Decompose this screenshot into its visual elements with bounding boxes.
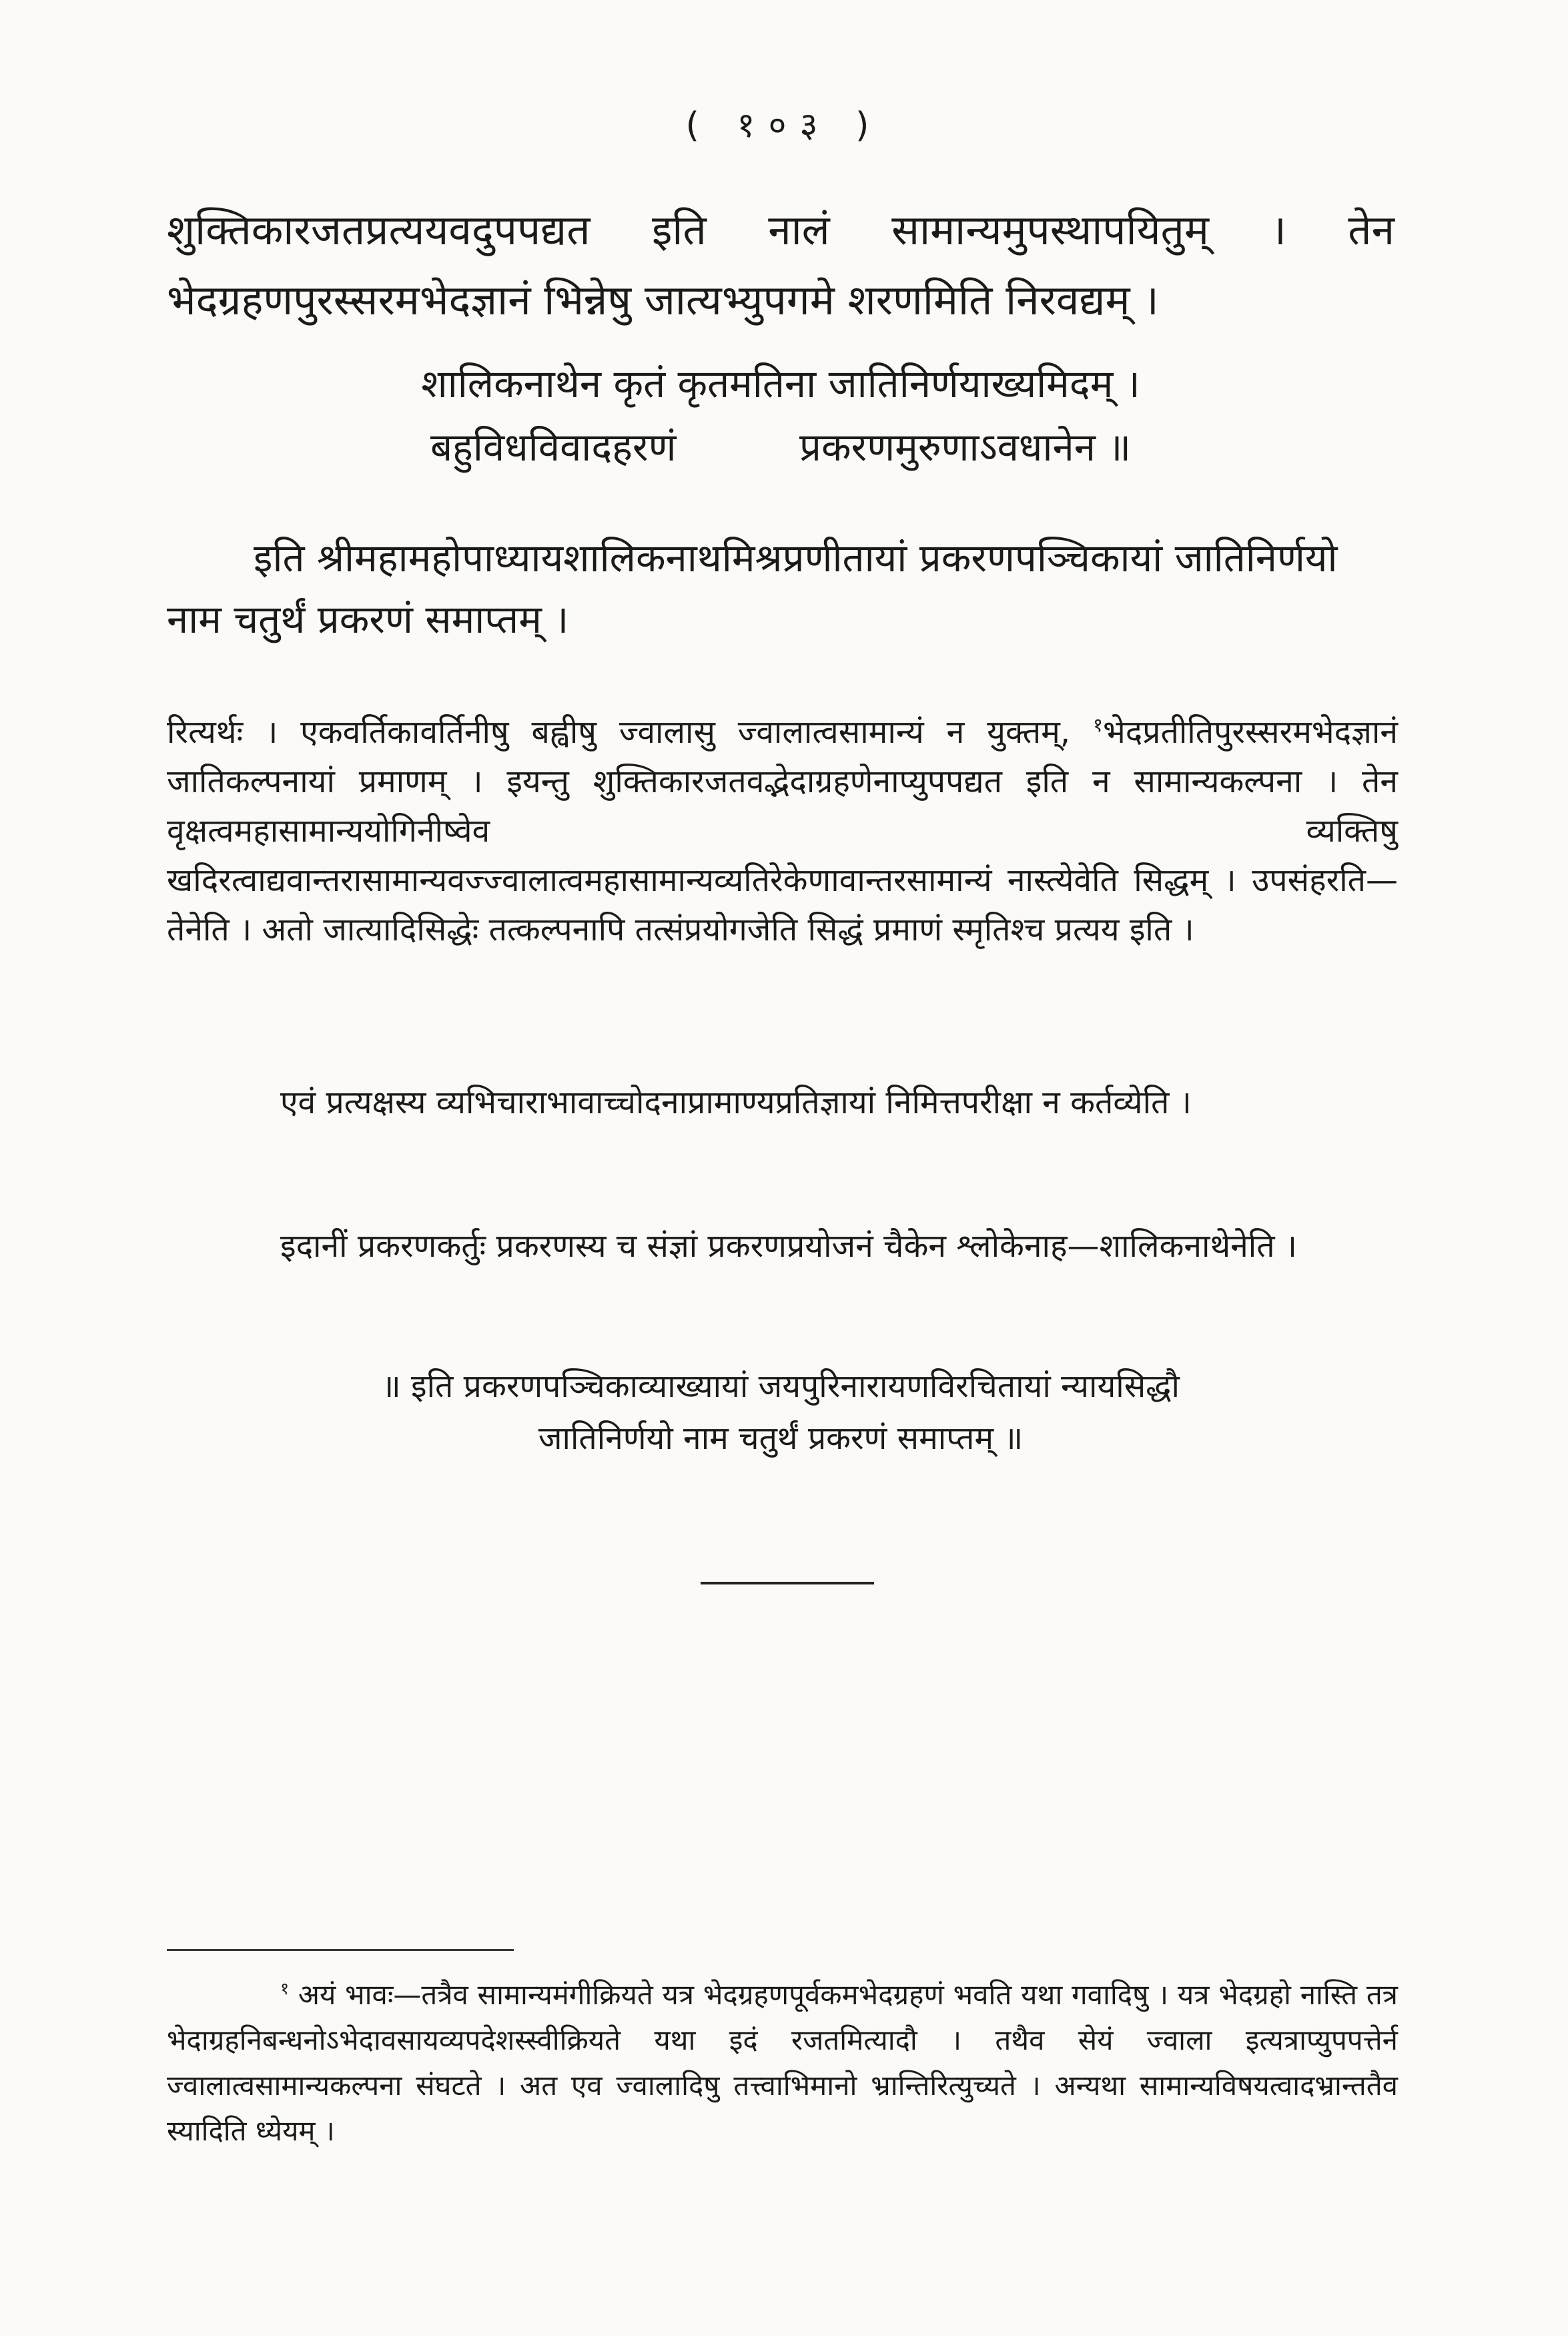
commentary-colophon-line-1: ॥ इति प्रकरणपञ्चिकाव्याख्यायां जयपुरिनारायणविरचितायां न्यायसिद्धौ <box>382 1368 1180 1405</box>
commentary-text-part-1: रित्यर्थः । एकवर्तिकावर्तिनीषु बह्वीषु ज्वालासु ज्वालात्वसामान्यं न युक्तम्, <box>167 713 1093 751</box>
commentary-colophon-line-2: जातिनिर्णयो नाम चतुर्थं प्रकरणं समाप्तम् ॥ <box>538 1420 1024 1457</box>
footnote-reference: १ <box>1092 713 1103 736</box>
commentary-paragraph-3: इदानीं प्रकरणकर्तुः प्रकरणस्य च संज्ञां प्रकरणप्रयोजनं चैकेन श्लोकेनाह—शालिकनाथेनेति । <box>280 1227 1298 1265</box>
root-text-line-1: शुक्तिकारजतप्रत्ययवदुपपद्यत इति नालं सामान्यमुपस्थापयितुम् । तेन <box>167 206 1395 254</box>
chapter-colophon: इति श्रीमहामहोपाध्यायशालिकनाथमिश्रप्रणीतायां प्रकरणपञ्चिकायां जातिनिर्णयो नाम चतुर्थं प्रकरणं समाप्तम् । <box>167 535 1338 642</box>
verse-line-1: शालिकनाथेन कृतं कृतमतिना जातिनिर्णयाख्यमिदम् । <box>421 361 1140 406</box>
commentary-paragraph-2: एवं प्रत्यक्षस्य व्यभिचाराभावाच्चोदनाप्रामाण्यप्रतिज्ञायां निमित्तपरीक्षा न कर्तव्येति । <box>280 1084 1192 1121</box>
section-end-rule <box>701 1582 874 1584</box>
footnote <box>167 1972 1398 2154</box>
footnote-text: अयं भावः—तत्रैव सामान्यमंगीक्रियते यत्र भेदग्रहणपूर्वकमभेदग्रहणं भवति यथा गवादिषु । यत्र भेदग्रहो नास्ति तत्र भेदाग्रहनिबन्धनोऽभेदावसायव्यपदेशस्स्वीक्रियते यथा इदं रजतमित्यादौ । तथैव सेयं ज्वाला इत्यत्राप्युपपत्तेर्न ज्वालात्वसामान्यकल्पना संघटते । अत एव ज्वालादिषु तत्त्वाभिमानो भ्रान्तिरित्युच्यते । अन्यथा सामान्यविषयत्वादभ्रान्ततैव स्यादिति ध्येयम् । <box>167 1978 1398 2147</box>
footnote-marker: १ <box>280 1979 290 1998</box>
commentary-paragraph-1 <box>167 707 1398 954</box>
verse-line-2: बहुविधविवादहरणं प्रकरणमुरुणाऽवधानेन ॥ <box>430 424 1132 470</box>
root-text-line-2: भेदग्रहणपुरस्सरमभेदज्ञानं भिन्नेषु जात्यभ्युपगमे शरणमिति निरवद्यम् । <box>167 276 1159 324</box>
footnote-separator <box>167 1949 514 1951</box>
page-number: ( १०३ ) <box>685 105 883 145</box>
commentary-text-part-2: भेदप्रतीतिपुरस्सरमभेदज्ञानं जातिकल्पनायां प्रमाणम् । इयन्तु शुक्तिकारजतवद्भेदाग्रहणेनाप्युपपद्यत इति न सामान्यकल्पना । तेन वृक्षत्वमहासामान्ययोगिनीष्वेव व्यक्तिषु खदिरत्वाद्यवान्तरासामान्यवज्ज्वालात्वमहासामान्यव्यतिरेकेणावान्तरसामान्यं नास्त्येवेति सिद्धम् । उपसंहरति—तेनेति । अतो जात्यादिसिद्धेः तत्कल्पनापि तत्संप्रयोगजेति सिद्धं प्रमाणं स्मृतिश्च प्रत्यय इति । <box>167 713 1398 948</box>
